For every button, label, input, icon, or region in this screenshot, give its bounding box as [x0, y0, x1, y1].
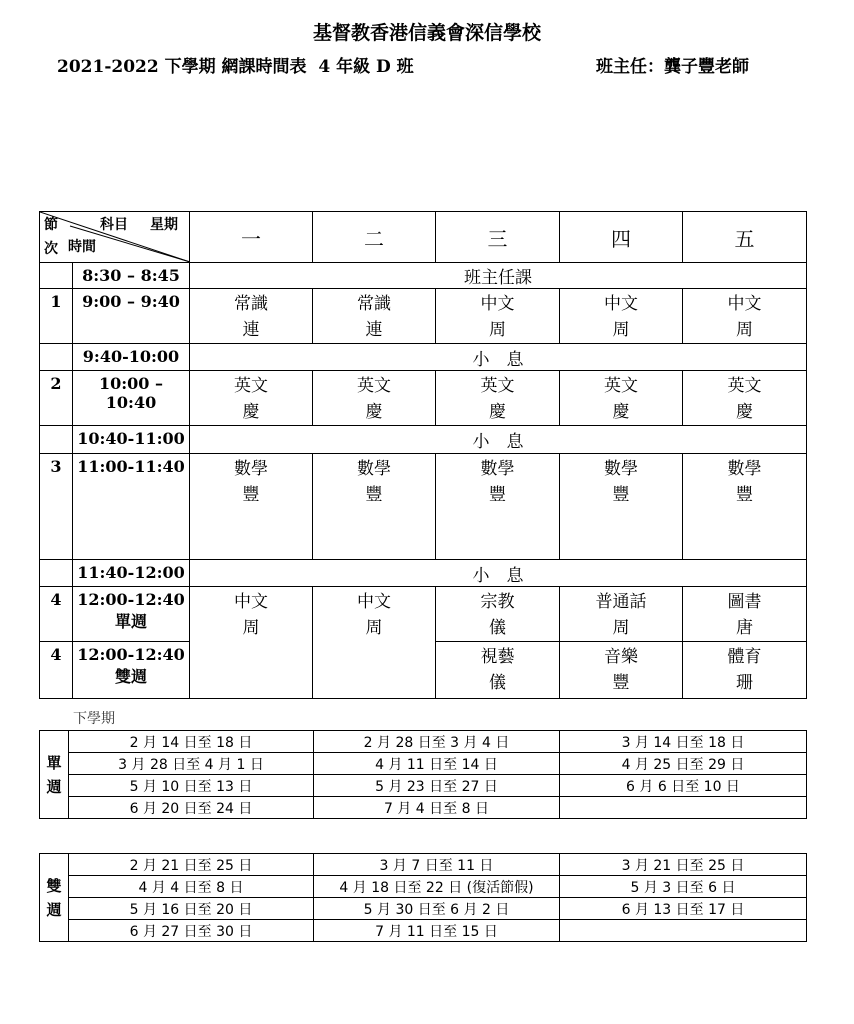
period-number: 4 — [40, 587, 73, 642]
timetable-row — [40, 344, 807, 371]
period-number — [40, 560, 73, 587]
date-range-cell — [560, 797, 807, 819]
week-type-cell — [40, 854, 69, 942]
period-time — [73, 454, 190, 560]
date-range-cell: 2 月 28 日至 3 月 4 日 — [314, 731, 560, 753]
period-number: 3 — [40, 454, 73, 560]
date-range-cell — [560, 920, 807, 942]
lesson-subject: 數學 — [234, 459, 268, 479]
week-type-char: 雙 — [46, 876, 62, 895]
lesson-teacher: 豐 — [736, 485, 753, 505]
week-row — [40, 775, 807, 797]
week-type-label: 雙週 — [114, 667, 147, 686]
lesson-subject: 圖書 — [727, 592, 762, 612]
date-range-cell: 6 月 13 日至 17 日 — [560, 898, 807, 920]
date-range-cell: 7 月 11 日至 15 日 — [314, 920, 560, 942]
timetable-row — [40, 454, 807, 560]
lesson-teacher: 周 — [736, 320, 753, 340]
lesson-teacher: 連 — [365, 320, 383, 340]
lesson-cell — [560, 289, 683, 344]
date-range-cell: 5 月 30 日至 6 月 2 日 — [314, 898, 560, 920]
timetable — [39, 211, 807, 699]
week-type-char: 週 — [46, 900, 62, 919]
timetable-row — [40, 560, 807, 587]
date-range-cell: 3 月 21 日至 25 日 — [560, 854, 807, 876]
period-time-text: 10:40-11:00 — [77, 429, 185, 448]
lesson-subject: 數學 — [727, 459, 762, 479]
lesson-teacher: 豐 — [242, 485, 260, 505]
spanning-cell: 小 息 — [190, 560, 807, 587]
lesson-subject: 英文 — [727, 376, 762, 396]
lesson-subject: 數學 — [357, 459, 391, 479]
lesson-teacher: 周 — [242, 618, 260, 638]
lesson-subject: 英文 — [604, 376, 638, 396]
period-time — [73, 560, 190, 587]
period-time-text: 10:00 – 10:40 — [98, 374, 163, 412]
period-time-text: 12:00-12:40 — [77, 590, 185, 609]
week-row — [40, 876, 807, 898]
lesson-teacher: 連 — [242, 320, 260, 340]
lesson-cell — [560, 371, 683, 426]
week-row — [40, 797, 807, 819]
lesson-cell — [683, 289, 807, 344]
date-range-cell: 5 月 3 日至 6 日 — [560, 876, 807, 898]
date-range-cell: 6 月 27 日至 30 日 — [69, 920, 314, 942]
week-type-label: 單週 — [114, 612, 147, 631]
lesson-subject: 英文 — [357, 376, 391, 396]
lesson-cell — [436, 371, 560, 426]
lesson-teacher: 豐 — [612, 485, 630, 505]
date-range-cell: 4 月 4 日至 8 日 — [69, 876, 314, 898]
spanning-cell: 小 息 — [190, 426, 807, 454]
class-teacher: 班主任：龔子豐老師 — [596, 57, 749, 77]
week-row — [40, 898, 807, 920]
lesson-subject: 數學 — [480, 459, 515, 479]
corner-cell — [40, 212, 190, 263]
period-number: 2 — [40, 371, 73, 426]
period-time — [73, 263, 190, 289]
lesson-subject: 常識 — [234, 294, 268, 314]
lesson-subject: 英文 — [480, 376, 515, 396]
date-range-cell: 2 月 21 日至 25 日 — [69, 854, 314, 876]
lesson-teacher: 周 — [612, 320, 630, 340]
lesson-teacher: 豐 — [365, 485, 383, 505]
lesson-teacher: 慶 — [612, 402, 630, 422]
lesson-subject: 中文 — [480, 294, 515, 314]
period-number: 4 — [40, 642, 73, 699]
period-time — [73, 642, 190, 699]
period-time-text: 9:00 – 9:40 — [82, 292, 180, 311]
date-range-cell: 4 月 18 日至 22 日 (復活節假) — [314, 876, 560, 898]
lesson-cell — [313, 454, 436, 560]
lesson-subject: 中文 — [604, 294, 638, 314]
timetable-row — [40, 371, 807, 426]
lesson-teacher: 慶 — [242, 402, 260, 422]
period-time — [73, 289, 190, 344]
lesson-teacher: 珊 — [736, 673, 753, 693]
lesson-subject: 體育 — [727, 647, 762, 667]
lesson-teacher: 慶 — [489, 402, 506, 422]
date-range-cell: 5 月 23 日至 27 日 — [314, 775, 560, 797]
spanning-cell: 班主任課 — [190, 263, 807, 289]
period-number — [40, 263, 73, 289]
double-week-table — [39, 853, 807, 942]
lesson-teacher: 儀 — [489, 673, 506, 693]
date-range-cell: 3 月 14 日至 18 日 — [560, 731, 807, 753]
lesson-teacher: 周 — [612, 618, 630, 638]
date-range-cell: 2 月 14 日至 18 日 — [69, 731, 314, 753]
lesson-subject: 中文 — [234, 592, 268, 612]
date-range-cell: 4 月 25 日至 29 日 — [560, 753, 807, 775]
lesson-subject: 普通話 — [595, 592, 647, 612]
week-type-cell — [40, 731, 69, 819]
lesson-cell — [436, 587, 560, 642]
day-header: 三 — [436, 212, 560, 263]
corner-weekday-label: 星期 — [150, 217, 178, 233]
date-range-cell: 6 月 6 日至 10 日 — [560, 775, 807, 797]
lesson-cell — [190, 289, 313, 344]
timetable-row — [40, 289, 807, 344]
period-number — [40, 344, 73, 371]
week-row — [40, 731, 807, 753]
lesson-teacher: 儀 — [489, 618, 506, 638]
term-label: 下學期 — [73, 711, 115, 727]
lesson-cell — [683, 642, 807, 699]
date-range-cell: 5 月 16 日至 20 日 — [69, 898, 314, 920]
week-row — [40, 920, 807, 942]
period-time-text: 9:40-10:00 — [82, 347, 180, 366]
period-time — [73, 371, 190, 426]
corner-order-label: 次 — [44, 241, 58, 257]
lesson-subject: 視藝 — [480, 647, 515, 667]
period-time-text: 12:00-12:40 — [77, 645, 185, 664]
week-type-char: 週 — [46, 777, 62, 796]
period-number — [40, 426, 73, 454]
period-number: 1 — [40, 289, 73, 344]
header-row — [40, 212, 807, 263]
period-time — [73, 587, 190, 642]
lesson-cell — [190, 587, 313, 699]
lesson-teacher: 豐 — [612, 673, 630, 693]
date-range-cell: 7 月 4 日至 8 日 — [314, 797, 560, 819]
lesson-teacher: 周 — [489, 320, 506, 340]
corner-subject-label: 科目 — [100, 217, 128, 233]
date-range-cell: 3 月 28 日至 4 月 1 日 — [69, 753, 314, 775]
date-range-cell: 6 月 20 日至 24 日 — [69, 797, 314, 819]
lesson-cell — [683, 454, 807, 560]
lesson-teacher: 豐 — [489, 485, 506, 505]
date-range-cell: 3 月 7 日至 11 日 — [314, 854, 560, 876]
day-header: 一 — [190, 212, 313, 263]
lesson-cell — [683, 587, 807, 642]
lesson-cell — [190, 371, 313, 426]
lesson-teacher: 慶 — [736, 402, 753, 422]
spanning-cell: 小 息 — [190, 344, 807, 371]
single-week-table — [39, 730, 807, 819]
lesson-subject: 英文 — [234, 376, 268, 396]
date-range-cell: 4 月 11 日至 14 日 — [314, 753, 560, 775]
period-time-text: 8:30 – 8:45 — [82, 266, 180, 285]
lesson-cell — [190, 454, 313, 560]
lesson-cell — [560, 587, 683, 642]
lesson-cell — [560, 642, 683, 699]
period-time-text: 11:40-12:00 — [77, 563, 185, 582]
timetable-row — [40, 263, 807, 289]
lesson-subject: 音樂 — [604, 647, 638, 667]
lesson-cell — [436, 289, 560, 344]
lesson-cell — [313, 371, 436, 426]
period-time — [73, 344, 190, 371]
lesson-teacher: 慶 — [365, 402, 383, 422]
period-time-text: 11:00-11:40 — [77, 457, 185, 476]
lesson-teacher: 周 — [365, 618, 383, 638]
day-header: 二 — [313, 212, 436, 263]
corner-time-label: 時間 — [68, 239, 96, 255]
timetable-row — [40, 587, 807, 642]
date-range-cell: 5 月 10 日至 13 日 — [69, 775, 314, 797]
week-row — [40, 854, 807, 876]
lesson-cell — [313, 587, 436, 699]
lesson-cell — [313, 289, 436, 344]
day-header: 五 — [683, 212, 807, 263]
period-time — [73, 426, 190, 454]
week-row — [40, 753, 807, 775]
lesson-subject: 中文 — [727, 294, 762, 314]
corner-period-label: 節 — [44, 217, 58, 233]
day-header: 四 — [560, 212, 683, 263]
lesson-cell — [436, 454, 560, 560]
lesson-subject: 宗教 — [480, 592, 515, 612]
lesson-cell — [683, 371, 807, 426]
lesson-teacher: 唐 — [736, 618, 753, 638]
lesson-subject: 常識 — [357, 294, 391, 314]
lesson-subject: 中文 — [357, 592, 391, 612]
week-type-char: 單 — [46, 753, 62, 772]
lesson-cell — [436, 642, 560, 699]
lesson-subject: 數學 — [604, 459, 638, 479]
lesson-cell — [560, 454, 683, 560]
timetable-subtitle: 2021-2022 下學期 網課時間表 4 年級 D 班 — [57, 57, 414, 77]
timetable-row — [40, 426, 807, 454]
school-name: 基督教香港信義會深信學校 — [312, 22, 541, 44]
